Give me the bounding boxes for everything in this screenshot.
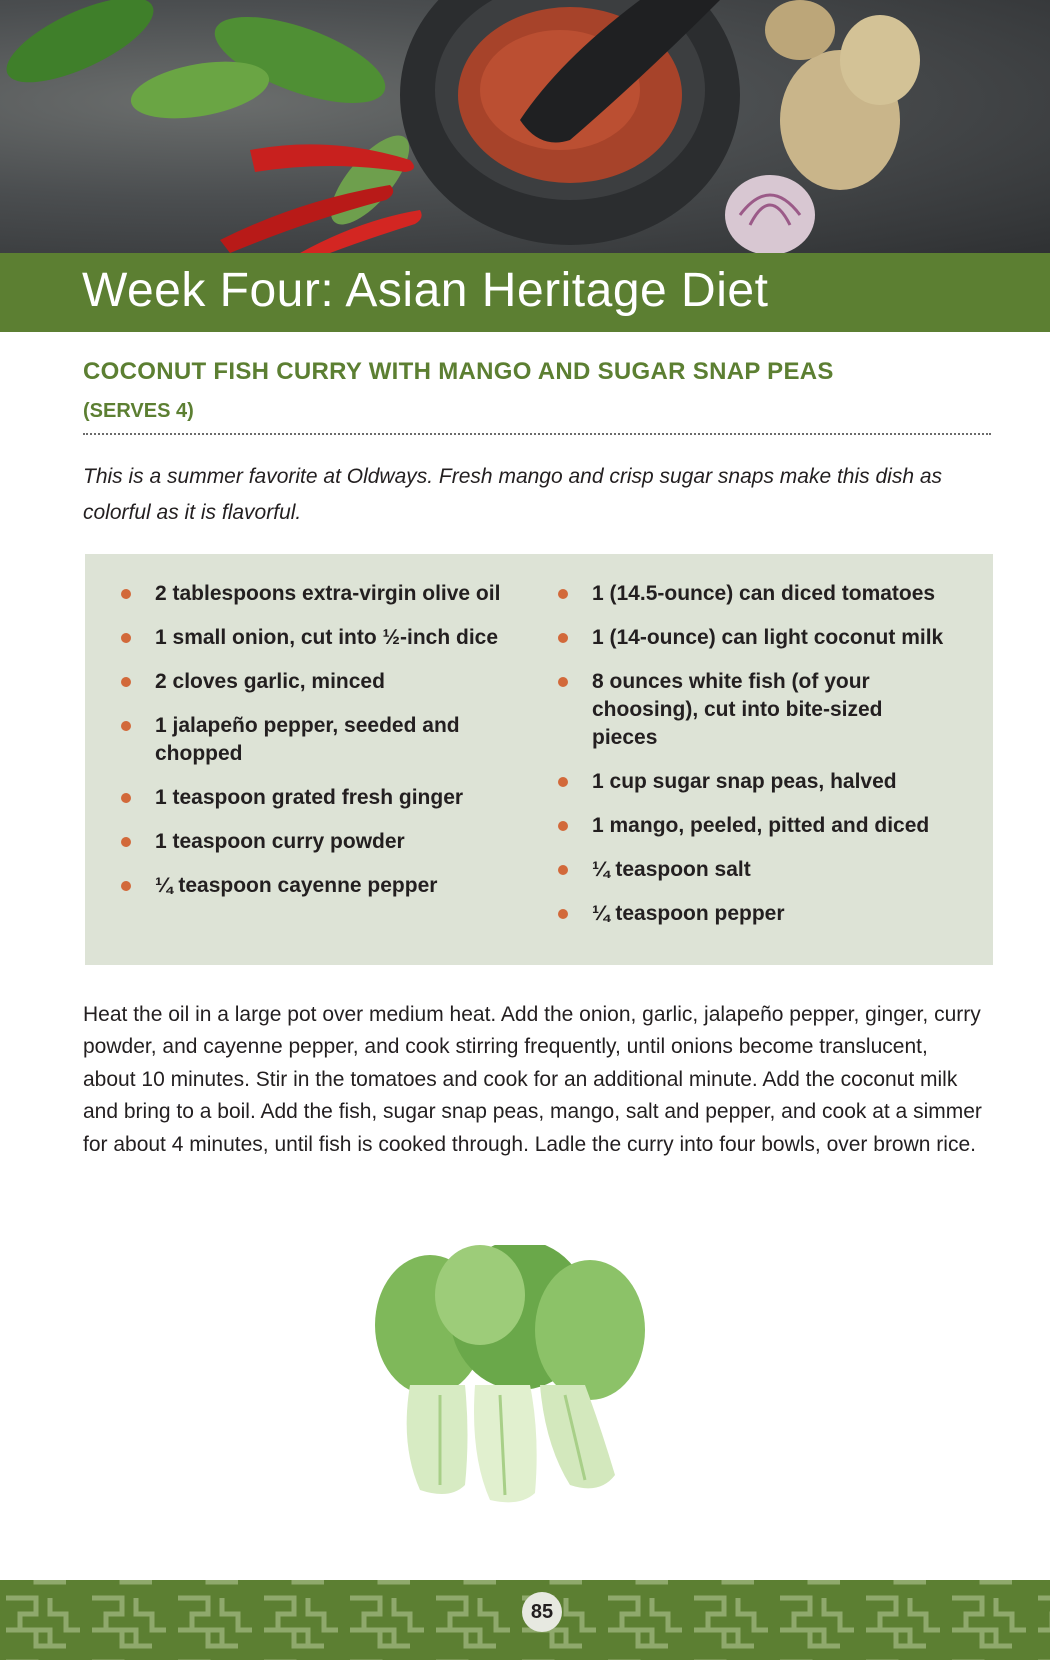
title-bar — [0, 253, 1050, 332]
bullet-dot-icon — [121, 677, 131, 687]
bullet-dot-icon — [121, 721, 131, 731]
page-number: 85 — [522, 1592, 562, 1632]
ingredient-item: 1 cup sugar snap peas, halved — [558, 768, 978, 796]
bullet-dot-icon — [558, 777, 568, 787]
hero-photo-mortar-and-pestle — [0, 0, 1050, 253]
bok-choy-photo — [370, 1245, 660, 1515]
recipe-intro: This is a summer favorite at Oldways. Fresh mango and crisp sugar snaps make this dish as colorful as it is flavorful. — [83, 465, 943, 524]
ingredient-item: 8 ounces white fish (of your choosing), cut into bite-sized pieces — [558, 668, 912, 752]
bullet-dot-icon — [121, 837, 131, 847]
recipe-serves: (SERVES 4) — [83, 400, 194, 422]
bullet-dot-icon — [121, 881, 131, 891]
bullet-dot-icon — [558, 865, 568, 875]
dotted-divider — [83, 433, 991, 435]
bullet-dot-icon — [121, 633, 131, 643]
bullet-dot-icon — [121, 793, 131, 803]
ingredient-item: 1 mango, peeled, pitted and diced — [558, 812, 978, 840]
ingredient-item: ¼ teaspoon cayenne pepper — [121, 872, 521, 900]
ingredient-item: 1 small onion, cut into ½-inch dice — [121, 624, 521, 652]
bullet-dot-icon — [558, 909, 568, 919]
bullet-dot-icon — [121, 589, 131, 599]
recipe-method: Heat the oil in a large pot over medium heat. Add the onion, garlic, jalapeño pepper, ginger, curry powder, and cayenne pepper, and cook stirring frequently, until onions become translucent, about 10 minutes. Stir in the tomatoes and cook for an additional minute. Add the coconut milk and bring to a boil. Add the fish, sugar snap peas, mango, salt and pepper, and cook at a simmer for about 4 minutes, until fish is cooked through. Ladle the curry into four bowls, over brown rice. — [83, 1003, 982, 1156]
ingredient-item: 1 teaspoon curry powder — [121, 828, 521, 856]
ingredient-item: 2 cloves garlic, minced — [121, 668, 521, 696]
ingredient-item: ¼ teaspoon salt — [558, 856, 978, 884]
bok-choy-illustration — [370, 1245, 660, 1510]
recipe-title: COCONUT FISH CURRY WITH MANGO AND SUGAR SNAP PEAS — [83, 358, 834, 385]
ingredients-list-right — [558, 580, 978, 944]
page-title: Week Four: Asian Heritage Diet — [82, 264, 769, 317]
ingredient-item: 1 jalapeño pepper, seeded and chopped — [121, 712, 495, 768]
bullet-dot-icon — [558, 677, 568, 687]
bullet-dot-icon — [558, 821, 568, 831]
ingredient-item: 1 (14.5-ounce) can diced tomatoes — [558, 580, 978, 608]
bullet-dot-icon — [558, 633, 568, 643]
ingredients-box — [85, 554, 993, 965]
ingredients-list-left — [121, 580, 521, 916]
ingredient-item: 1 teaspoon grated fresh ginger — [121, 784, 521, 812]
ingredient-item: 1 (14-ounce) can light coconut milk — [558, 624, 978, 652]
ingredient-item: ¼ teaspoon pepper — [558, 900, 978, 928]
hero-illustration — [0, 0, 1050, 253]
ingredient-item: 2 tablespoons extra-virgin olive oil — [121, 580, 521, 608]
bullet-dot-icon — [558, 589, 568, 599]
